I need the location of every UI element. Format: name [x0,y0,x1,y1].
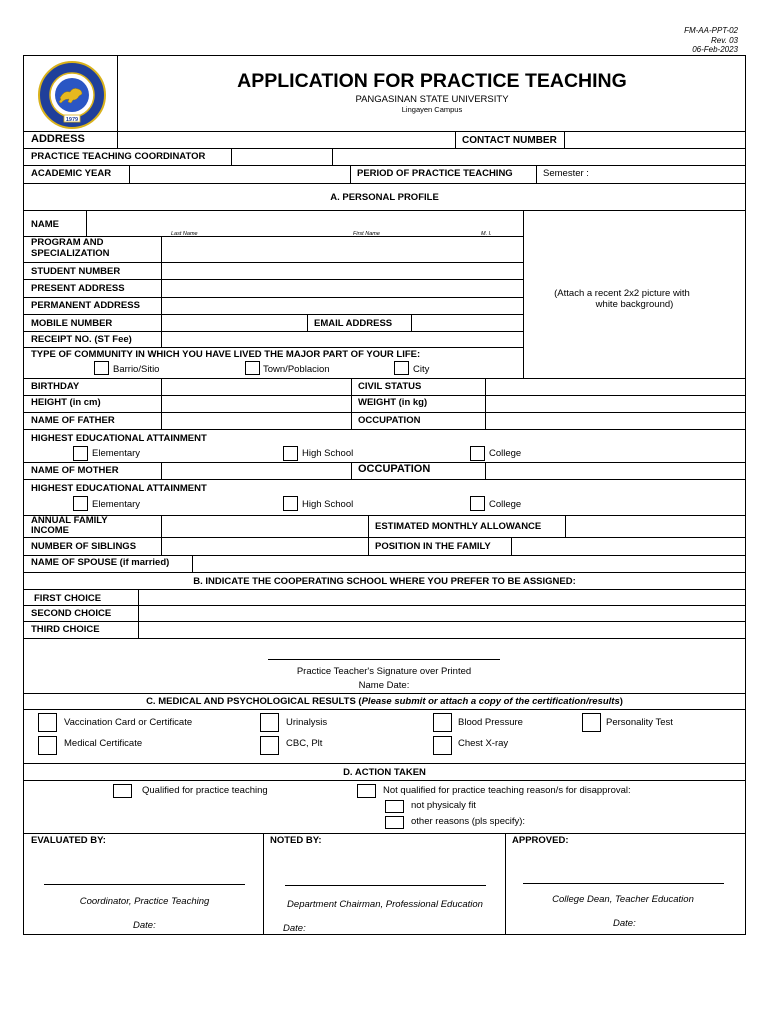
address-label: ADDRESS [31,133,85,145]
urinalysis-checkbox[interactable] [260,713,279,732]
mother-college-checkbox[interactable] [470,496,485,511]
revision-date: 06-Feb-2023 [692,45,738,54]
mobile-number-label: MOBILE NUMBER [31,318,113,329]
height-label: HEIGHT (in cm) [31,397,101,408]
chest-xray-checkbox[interactable] [433,736,452,755]
permanent-address-label: PERMANENT ADDRESS [31,300,140,311]
father-hea-label: HIGHEST EDUCATIONAL ATTAINMENT [31,433,207,444]
chairman-caption: Department Chairman, Professional Education [287,899,483,910]
university-name: PANGASINAN STATE UNIVERSITY [355,94,509,105]
mother-hea-label: HIGHEST EDUCATIONAL ATTAINMENT [31,483,207,494]
name-label: NAME [31,219,59,230]
chest-xray-label: Chest X-ray [458,738,509,749]
chairman-signature-line [285,885,486,886]
city-checkbox[interactable] [394,361,409,375]
father-elementary-checkbox[interactable] [73,446,88,461]
weight-label: WEIGHT (in kg) [358,397,428,408]
contact-number-label: CONTACT NUMBER [462,135,557,146]
cbc-checkbox[interactable] [260,736,279,755]
qualified-label: Qualified for practice teaching [142,785,268,796]
section-b-title: B. INDICATE THE COOPERATING SCHOOL WHERE YOU PREFER TO BE ASSIGNED: [193,576,576,587]
family-position-label: POSITION IN THE FAMILY [375,541,491,552]
not-fit-label: not physicaly fit [411,800,476,811]
form-code: FM-AA-PPT-02 [684,26,738,35]
barrio-checkbox[interactable] [94,361,109,375]
semester-label: Semester : [543,168,589,179]
dean-date-label: Date: [613,918,636,929]
town-label: Town/Poblacion [263,364,330,375]
civil-status-label: CIVIL STATUS [358,381,422,392]
community-label: TYPE OF COMMUNITY IN WHICH YOU HAVE LIVED THE MAJOR PART OF YOUR LIFE: [31,349,421,360]
blood-pressure-label: Blood Pressure [458,717,523,728]
third-choice-label: THIRD CHOICE [31,624,100,635]
vaccination-label: Vaccination Card or Certificate [64,717,193,728]
father-highschool-label: High School [302,448,354,459]
university-seal-icon [33,60,111,130]
siblings-label: NUMBER OF SIBLINGS [31,541,137,552]
personality-test-label: Personality Test [606,717,673,728]
spouse-label: NAME OF SPOUSE (if married) [31,557,170,568]
period-label: PERIOD OF PRACTICE TEACHING [357,168,513,179]
city-label: City [413,364,430,375]
not-fit-checkbox[interactable] [385,800,404,813]
other-reasons-label: other reasons (pls specify): [411,816,526,827]
personality-test-checkbox[interactable] [582,713,601,732]
cbc-label: CBC, Plt [286,738,323,749]
campus-name: Lingayen Campus [401,105,463,114]
first-name-hint: First Name [353,231,380,237]
father-elementary-label: Elementary [92,448,141,459]
town-checkbox[interactable] [245,361,260,375]
header-divider [117,55,118,131]
vaccination-checkbox[interactable] [38,713,57,732]
father-highschool-checkbox[interactable] [283,446,298,461]
annual-income-label: ANNUAL FAMILY INCOME [31,515,108,536]
mother-name-label: NAME OF MOTHER [31,465,119,476]
student-number-label: STUDENT NUMBER [31,266,121,277]
document-reference [684,26,738,55]
medical-cert-label: Medical Certificate [64,738,143,749]
coordinator-caption: Coordinator, Practice Teaching [79,896,210,907]
section-d-title: D. ACTION TAKEN [343,767,426,778]
dean-signature-line [523,883,724,884]
coordinator-signature-line [44,884,245,885]
blood-pressure-checkbox[interactable] [433,713,452,732]
program-label: PROGRAM AND SPECIALIZATION [31,237,110,259]
medical-cert-checkbox[interactable] [38,736,57,755]
urinalysis-label: Urinalysis [286,717,328,728]
dean-caption: College Dean, Teacher Education [552,894,694,905]
email-address-label: EMAIL ADDRESS [314,318,393,329]
mi-hint: M. I. [481,231,492,237]
father-occupation-label: OCCUPATION [358,415,421,426]
evaluated-by-label: EVALUATED BY: [31,835,106,846]
coordinator-label: PRACTICE TEACHING COORDINATOR [31,151,206,162]
mother-highschool-checkbox[interactable] [283,496,298,511]
mother-highschool-label: High School [302,499,354,510]
mother-elementary-checkbox[interactable] [73,496,88,511]
svg-text:1979: 1979 [65,117,79,123]
teacher-signature-line [268,659,500,660]
not-qualified-label: Not qualified for practice teaching reason/s for disapproval: [383,785,631,796]
receipt-label: RECEIPT NO. (ST Fee) [31,334,132,345]
other-reasons-checkbox[interactable] [385,816,404,829]
section-c-title: C. MEDICAL AND PSYCHOLOGICAL RESULTS (Please submit or attach a copy of the certification/results) [146,696,623,707]
barrio-label: Barrio/Sitio [113,364,160,375]
mother-college-label: College [489,499,522,510]
present-address-label: PRESENT ADDRESS [31,283,125,294]
noted-by-label: NOTED BY: [270,835,322,846]
father-name-label: NAME OF FATHER [31,415,115,426]
last-name-hint: Last Name [171,231,198,237]
chairman-date-label: Date: [283,923,306,934]
mother-occupation-label: OCCUPATION [358,463,431,475]
monthly-allowance-label: ESTIMATED MONTHLY ALLOWANCE [375,521,542,532]
father-college-label: College [489,448,522,459]
teacher-signature-caption: Practice Teacher's Signature over Printed Name Date: [296,666,472,691]
second-choice-label: SECOND CHOICE [31,608,112,619]
photo-placeholder: (Attach a recent 2x2 picture with white background) [554,288,690,310]
revision: Rev. 03 [711,35,738,45]
form-title: APPLICATION FOR PRACTICE TEACHING [237,70,627,92]
not-qualified-checkbox[interactable] [357,784,376,798]
mother-elementary-label: Elementary [92,499,141,510]
section-a-title: A. PERSONAL PROFILE [330,192,439,203]
approved-label: APPROVED: [512,835,569,846]
coordinator-date-label: Date: [133,920,156,931]
qualified-checkbox[interactable] [113,784,132,798]
academic-year-label: ACADEMIC YEAR [31,168,112,179]
father-college-checkbox[interactable] [470,446,485,461]
first-choice-label: FIRST CHOICE [34,593,102,604]
birthday-label: BIRTHDAY [31,381,80,392]
